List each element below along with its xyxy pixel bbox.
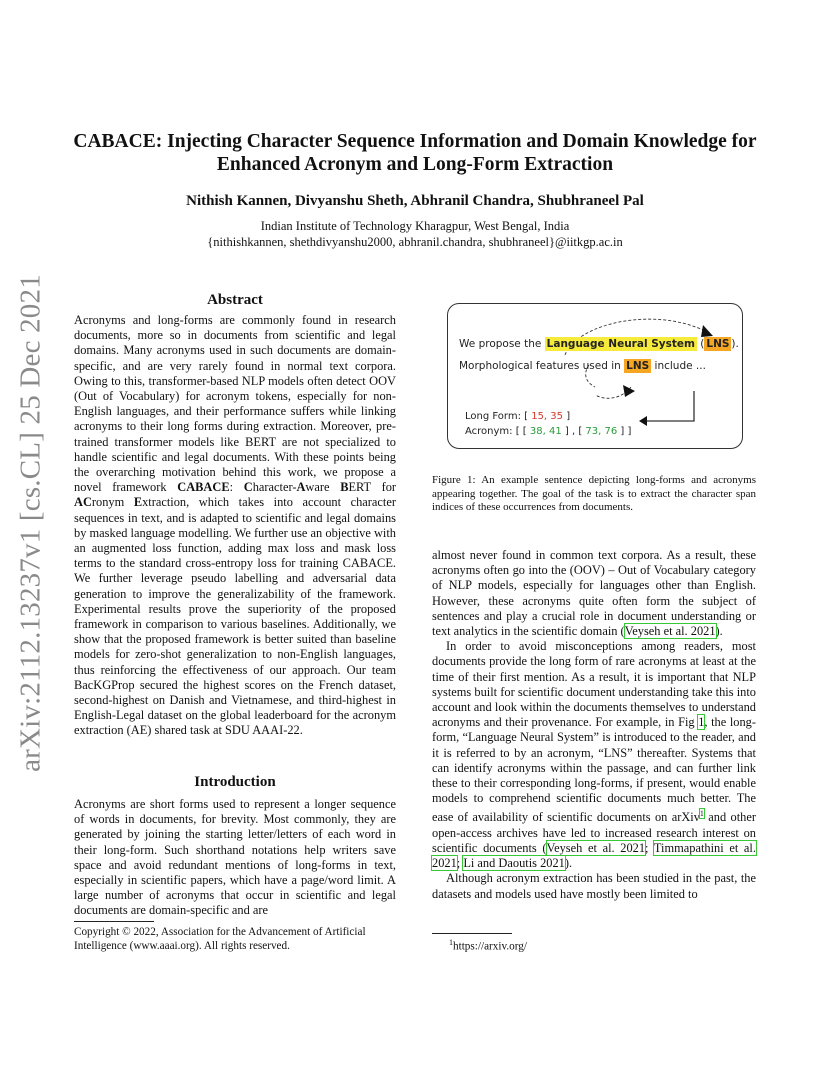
paragraph-longforms-text-2: , the long-form, “Language Neural System” is introduced to the reader, and it is referred to by an acronym, “LNS” thereafter. Systems that can identify acronyms within the passage, and can further link these to their corresponding long-forms, if present, would enable models to comprehend scientific documents much better. The ease of availability of scientific documents on arXiv — [432, 715, 756, 825]
acronym-highlight: LNS — [626, 360, 650, 372]
citation-separator: ; — [645, 840, 654, 855]
acronym-letter: A — [296, 480, 306, 495]
copyright-notice: Copyright © 2022, Association for the Advancement of Artificial Intelligence (www.aaai.org). All rights reserved. — [74, 926, 366, 952]
paragraph-oov-end: ). — [715, 624, 723, 639]
acronym-label: Acronym: [ [ — [465, 426, 530, 437]
figure-1-caption: Figure 1: An example sentence depicting long-forms and acronyms appearing together. The goal of the task is to extract the character span indices of these occurrences from documents. — [432, 474, 756, 513]
affiliation-block — [60, 218, 770, 250]
paragraph-longforms — [432, 639, 756, 871]
sentence-1-prefix: We propose the — [459, 338, 545, 350]
citation-link[interactable]: Veyseh et al. 2021 — [546, 840, 646, 855]
footnote-mark: 1 — [449, 938, 453, 947]
expansion-part: ERT for — [348, 480, 397, 495]
abstract-text-2: , which takes into account character sequences in text, and is adapted to scientific and legal domains by masked language modelling. We further use an objective with an augmented loss function, adding max loss and mask loss terms to the standard cross-entropy loss for training CABACE. We further leverage pseudo labelling and adversarial data generation to improve the generalizability of the framework. Experimental results prove the superiority of the proposed framework in comparison to various baselines. Additionally, we show that the proposed framework is better suited than baseline models for zero-shot generalization to non-English languages, thus reinforcing the effectiveness of our approach. Our team BacKGProp secured the highest scores on the French dataset, second-highest on Danish and Vietnamese, and third-highest in English-Legal dataset on the global leaderboard for the acronym extraction (AE) shared task at SDU AAAI-22. — [74, 495, 396, 738]
footnote-reference-link[interactable]: 1 — [699, 809, 704, 819]
author-emails: {nithishkannen, shethdivyanshu2000, abhranil.chandra, shubhraneel}@iitkgp.ac.in — [207, 235, 623, 249]
citation-link[interactable]: Li and Daoutis 2021 — [463, 856, 565, 871]
citation-link[interactable]: Timmapathini et al. 2021 — [432, 840, 756, 871]
paragraph-longforms-end: ). — [564, 856, 573, 871]
expansion-part: ware — [305, 480, 341, 495]
arxiv-identifier — [14, 274, 47, 772]
figure-reference-link[interactable]: 1 — [698, 715, 705, 730]
figure-sentence-2 — [459, 360, 706, 372]
acronym-letter: C — [243, 480, 253, 495]
footnote-rule — [432, 933, 512, 934]
introduction-heading: Introduction — [194, 774, 276, 790]
introduction-section — [74, 774, 396, 919]
introduction-body: Acronyms are short forms used to represent a longer sequence of words in documents, for brevity. Most commonly, they are generated by joining the starting letter/letters of each word in their long-form. Such shorthand notations help writers save space and avoid redundant mentions of long-forms in text, especially in scientific papers, which have a page/word limit. A large number of acronyms that occur in scientific and legal documents are domain-specific and are — [74, 797, 396, 918]
paragraph-oov-text: almost never found in common text corpora. As a result, these acronyms often go into the (OOV) – Out of Vocabulary category of NLP models, especially for languages other than English. However, these acronyms quite often form the subject of sentences and play a crucial role in document understanding or text analytics in the scientific domain ( — [432, 548, 756, 639]
paragraph-longforms-text-3: and other open-access archives have led to increased research interest on scientific documents ( — [432, 810, 756, 855]
longform-highlight: Language Neural System — [546, 338, 695, 350]
close-paren: ). — [731, 338, 739, 350]
longform-bracket: ] — [563, 411, 571, 422]
acronym-letter: AC — [74, 495, 92, 510]
abstract-colon: : — [229, 480, 244, 495]
expansion-part: ronym — [91, 495, 134, 510]
paragraph-oov — [432, 548, 756, 639]
abstract-heading: Abstract — [207, 292, 263, 308]
longform-label: Long Form: [ — [465, 411, 532, 422]
citation-separator: ; — [456, 856, 464, 871]
acronym-separator: ] , [ — [561, 426, 586, 437]
acronym-indices-1: 38, 41 — [529, 426, 562, 437]
abstract-text-1: Acronyms and long-forms are commonly found in research documents, more so in documents from scientific and legal domains. Many acronyms used in such documents are domain-specific, and are very rarely found in normal text corpora. Owing to this, transformer-based NLP models often detect OOV (Out of Vocabulary) for acronym tokens, especially for non-English languages, and their performance suffers while linking acronyms to their long forms during extraction. Moreover, pre-trained transformer models like BERT are not specialized to handle scientific and legal documents. With these points being the overarching motivation behind this work, we propose a novel framework — [74, 313, 396, 495]
paragraph-datasets: Although acronym extraction has been studied in the past, the datasets and models used have mostly been limited to — [432, 871, 756, 901]
paper-title: CABACE: Injecting Character Sequence Information and Domain Knowledge for Enhanced Acronym and Long-Form Extraction — [73, 131, 757, 175]
copyright-rule — [74, 921, 154, 922]
abstract-body — [74, 313, 396, 739]
abstract-section — [74, 292, 396, 739]
citation-link[interactable]: Veyseh et al. 2021 — [624, 624, 716, 639]
longform-span — [465, 411, 570, 422]
acronym-letter: E — [133, 495, 143, 510]
affiliation: Indian Institute of Technology Kharagpur, West Bengal, India — [260, 219, 570, 233]
sentence-2-suffix: include ... — [651, 360, 706, 372]
footnote — [449, 938, 527, 953]
arxiv-identifier-text: arXiv:2112.13237v1 [cs.CL] 25 Dec 2021 — [14, 274, 47, 772]
paragraph-longforms-text-1: In order to avoid misconceptions among readers, most documents provide the long form of rare acronyms at least at the time of their first mention. As a result, it is important that NLP systems built for scientific document understanding take this into account and look within the documents themselves to understand acronyms and their provenance. For example, in Fig — [432, 639, 756, 730]
expansion-part: xtraction — [142, 495, 187, 510]
longform-indices: 15, 35 — [531, 411, 564, 422]
acronym-highlight: LNS — [706, 338, 730, 350]
acronym-indices-2: 73, 76 — [585, 426, 618, 437]
author-list: Nithish Kannen, Divyanshu Sheth, Abhranil Chandra, Shubhraneel Pal — [186, 193, 644, 209]
sentence-2-prefix: Morphological features used in — [459, 360, 625, 372]
right-column-body — [432, 548, 756, 902]
open-paren: ( — [696, 338, 705, 350]
expansion-part: haracter- — [252, 480, 297, 495]
footnote-url[interactable]: https://arxiv.org/ — [453, 940, 527, 953]
acronym-spans — [465, 426, 631, 437]
framework-name: CABACE — [177, 480, 230, 495]
acronym-bracket: ] ] — [617, 426, 632, 437]
acronym-letter: B — [340, 480, 349, 495]
figure-sentence-1 — [459, 338, 739, 350]
